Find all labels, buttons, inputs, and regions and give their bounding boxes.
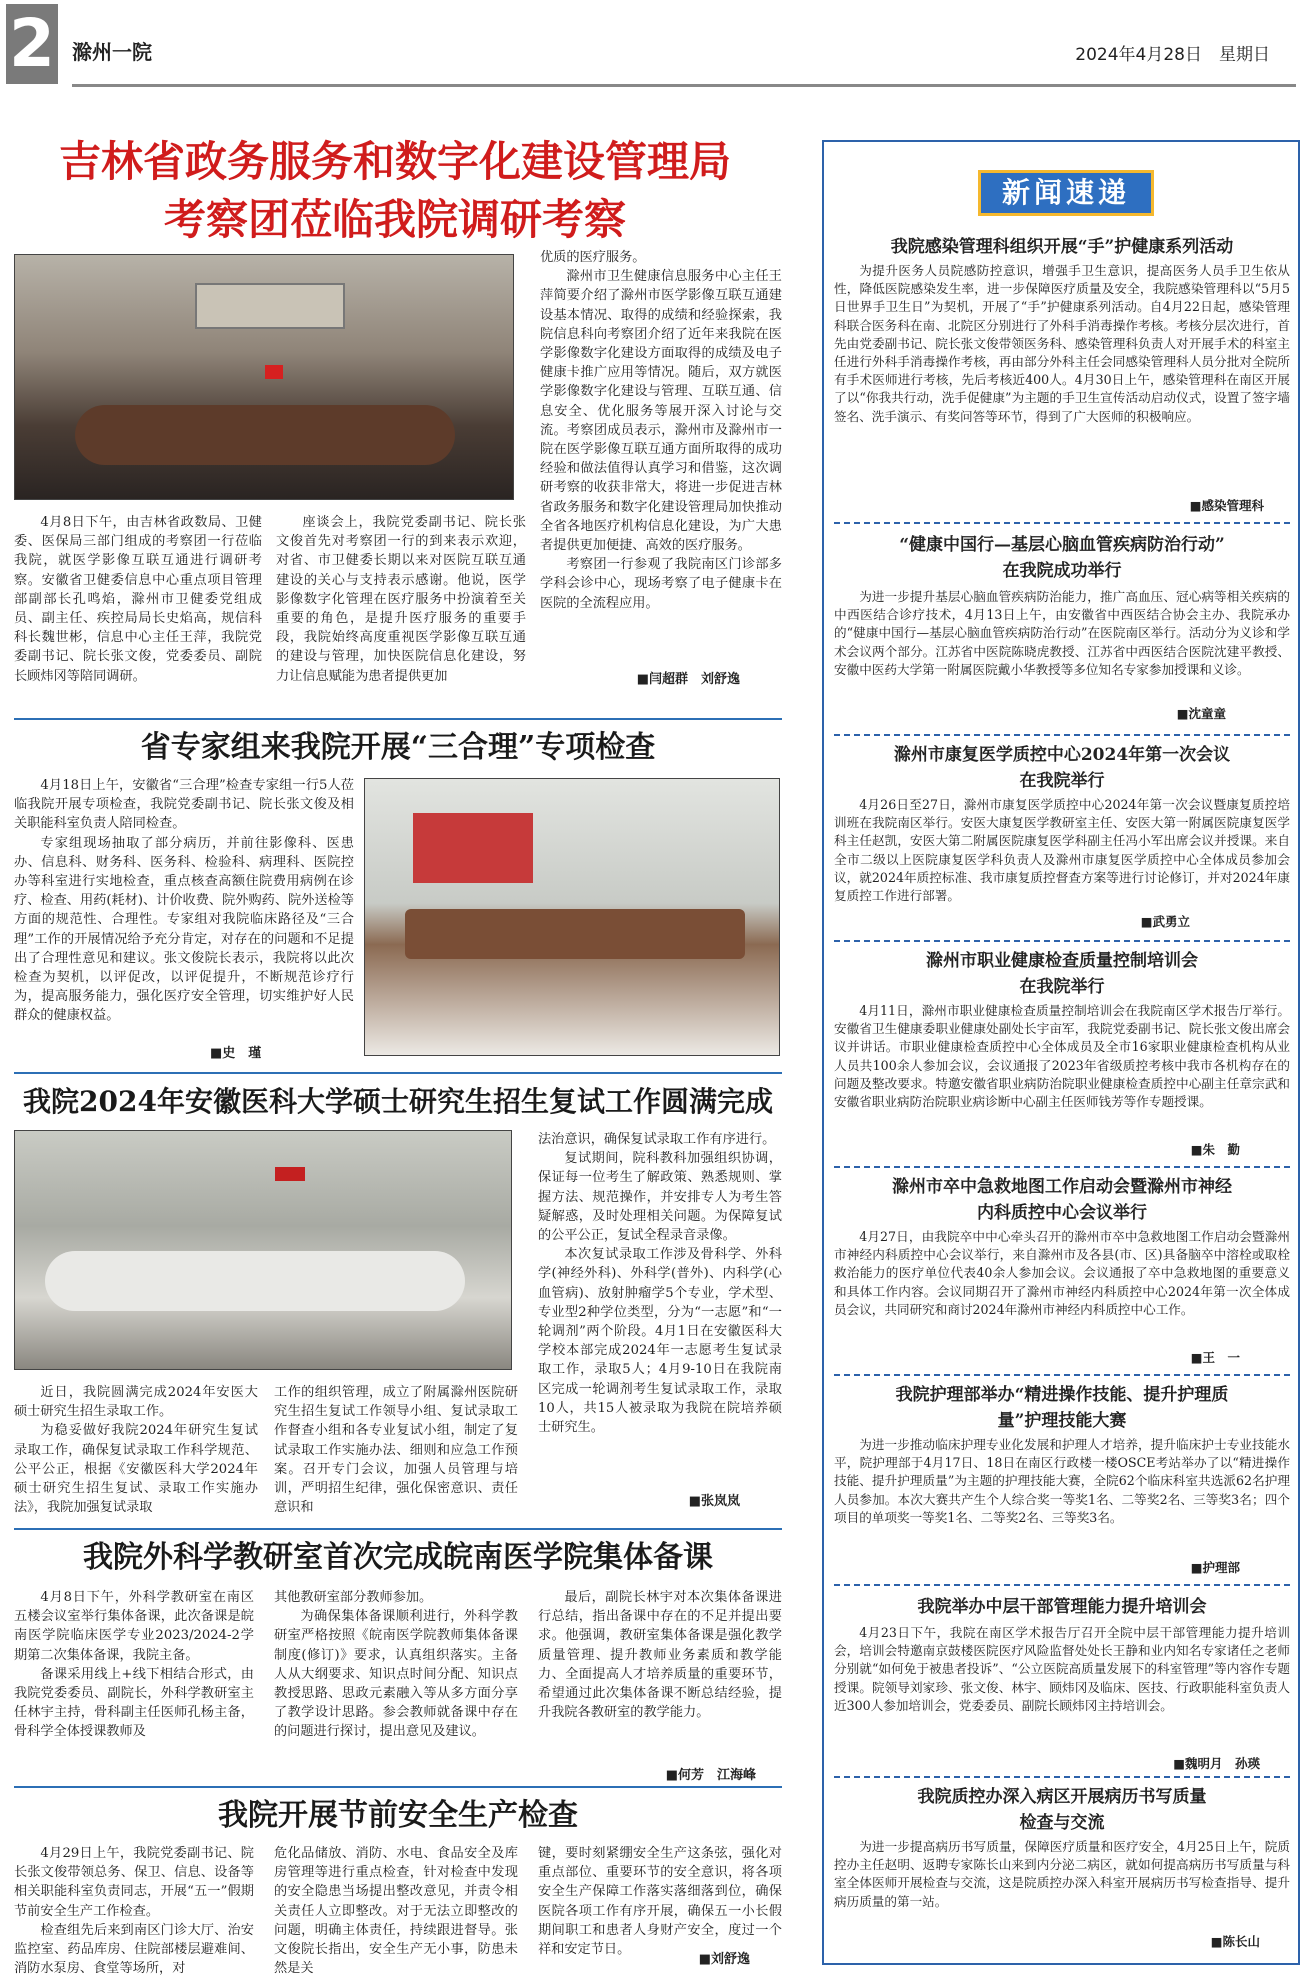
lead-photo-table	[75, 405, 455, 465]
news-item-subtitle: 在我院举行	[1019, 771, 1105, 791]
article3-col2	[274, 1383, 518, 1519]
news-item-text: 为进一步推动临床护理专业化发展和护理人才培养，提升临床护士专业技能水平，院护理部于4月17日、18日在南区行政楼一楼OSCE考站举办了以“精进操作技能、提升护理质量”为主题的护理技能大赛，全院62个临床科室共选派62名护理人员参加。本次大赛共产生个人综合奖一等奖1名、二等奖2名、三等奖3名；四个项目的单项奖一等奖1名、二等奖2名、三等奖3名。	[834, 1437, 1290, 1525]
news-item-signature: ■朱 勤	[1190, 1142, 1240, 1157]
news-item-signature: ■感染管理科	[1189, 498, 1264, 513]
article4-col3	[538, 1588, 782, 1764]
news-item-subtitle: 在我院成功举行	[1002, 561, 1122, 581]
news-item-signature: ■陈长山	[1210, 1934, 1260, 1949]
news-item-subtitle: 内科质控中心会议举行	[977, 1203, 1147, 1223]
article3-title: 我院2024年安徽医科大学硕士研究生招生复试工作圆满完成	[23, 1085, 773, 1118]
news-item-title: 滁州市康复医学质控中心2024年第一次会议	[893, 745, 1231, 765]
article2-p2: 专家组现场抽取了部分病历，并前往影像科、医患办、信息科、财务科、医务科、检验科、病理科、医院控办等科室进行实地检查，重点核查高额住院费用病例在诊疗、检查、用药(耗材)、计价收费、院外购药、院外送检等方面的规范性、合理性。专家组对我院临床路径及“三合理”工作的开展情况给予充分肯定，对存在的问题和不足提出了合理性意见和建议。张文俊院长表示，我院将以此次检查为契机，以评促改，以评促提升，不断规范诊疗行为，提高服务能力，强化医疗安全管理，切实维护好人民群众的健康权益。	[14, 835, 354, 1024]
article5-col3-text: 键，要时刻紧绷安全生产这条弦，强化对重点部位、重要环节的安全意识，将各项安全生产保障工作落实落细落到位，确保医院各项工作有序开展，确保五一小长假期间职工和患者人身财产安全，度过一个祥和安定节日。	[538, 1846, 782, 1958]
news-item-signature: ■护理部	[1190, 1560, 1240, 1575]
article2-p1: 4月18日上午，安徽省“三合理”检查专家组一行5人莅临我院开展专项检查，我院党委副书记、院长张文俊及相关职能科室负责人陪同检查。	[14, 778, 354, 832]
article4-col3-p1: 最后，副院长林宇对本次集体备课进行总结，指出备课中存在的不足并提出要求。他强调，教研室集体备课是强化教学质量管理、提升教师业务素质和教学能力、全面提高人才培养质量的重要环节，希望通过此次集体备课不断总结经验，提升我院各教研室的教学能力。	[538, 1590, 782, 1721]
lead-right-top: 优质的医疗服务。	[540, 250, 646, 265]
divider-4	[14, 1786, 782, 1788]
divider-3	[14, 1528, 782, 1530]
lead-title-line2: 考察团莅临我院调研考察	[163, 195, 626, 244]
paper-name: 滁州一院	[72, 40, 152, 64]
article4-col1-p2: 备课采用线上+线下相结合形式，由我院党委委员、副院长，外科学教研室主任林宇主持，骨科副主任医师孔杨主备，骨科学全体授课教师及	[14, 1666, 254, 1740]
news-item-title: 我院质控办深入病区开展病历书写质量	[917, 1787, 1207, 1807]
article5-col1	[14, 1844, 254, 1977]
news-item-signature: ■沈童童	[1176, 706, 1226, 721]
article3-signature: ■张岚岚	[688, 1494, 740, 1509]
news-divider	[834, 940, 1290, 942]
news-item-text: 为进一步提升基层心脑血管疾病防治能力，推广高血压、冠心病等相关疾病的中西医结合诊疗技术，4月13日上午，由安徽省中西医结合协会主办、我院承办的“健康中国行—基层心脑血管疾病防治行动”在医院南区举行。活动分为义诊和学术会议两个部分。江苏省中医院陈晓虎教授、江苏省中西医结合医院沈建平教授、安徽中医药大学第一附属医院戴小华教授等多位知名专家参加授课和义诊。	[834, 589, 1290, 677]
article3-col3	[538, 1130, 782, 1552]
news-item-title: 我院护理部举办“精进操作技能、提升护理质	[895, 1385, 1229, 1405]
lead-right-p1: 滁州市卫生健康信息服务中心主任王萍简要介绍了滁州市医学影像互联互通建设基本情况、取得的成绩和经验探索，我院信息科向考察团介绍了近年来我院在医学影像数字化建设方面取得的成绩及电子健康卡推广应用等情况。随后，双方就医学影像数字化建设与管理、互联互通、信息安全、优化服务等展开深入讨论与交流。考察团成员表示，滁州市及滁州市一院在医学影像互联互通方面所取得的成功经验和做法值得认真学习和借鉴，这次调研考察的收获非常大，将进一步促进吉林省政务服务和数字化建设管理局加快推动全省各地医疗机构信息化建设，为广大患者提供更加便捷、高效的医疗服务。	[540, 269, 782, 554]
news-badge	[978, 170, 1154, 216]
article5-col1-p1: 4月29日上午，我院党委副书记、院长张文俊带领总务、保卫、信息、设备等相关职能科室负责同志，开展“五一”假期节前安全生产工作检查。	[14, 1846, 254, 1919]
news-item-text: 为提升医务人员院感防控意识，增强手卫生意识，提高医务人员手卫生依从性，降低医院感染发生率，进一步保障医疗质量及安全，我院感染管理科以“5月5日世界手卫生日”为契机，开展了“手”护健康系列活动。自4月22日起，感染管理科联合医务科在南、北院区分别进行了外科手消毒操作考核。考核分层次进行，首先由党委副书记、院长张文俊带领医务科、感染管理科负责人对开展手术的科室主任进行外科手消毒操作考核，再由部分外科主任会同感染管理科人员分批对全院所有手术医师进行考核，先后考核近400人。4月30日上午，感染管理科在南区开展了以“你我共行动，洗手促健康”为主题的手卫生宣传活动启动仪式，设置了签字墙签名、洗手演示、有奖问答等环节，得到了广大医师的积极响应。	[834, 263, 1290, 424]
article5-title: 我院开展节前安全生产检查	[218, 1798, 578, 1833]
news-item-title: 滁州市卒中急救地图工作启动会暨滁州市神经	[892, 1177, 1232, 1197]
lead-right-p2: 考察团一行参观了我院南区门诊部多学科会诊中心，现场考察了电子健康卡在医院的全流程应用。	[540, 557, 782, 611]
news-item-text: 4月26日至27日，滁州市康复医学质控中心2024年第一次会议暨康复质控培训班在我院南区举行。安医大康复医学教研室主任、安医大第一附属医院康复医学科主任赵凯，安医大第二附属医院康复医学科副主任冯小军出席会议并授课。来自全市二级以上医院康复医学科负责人及滁州市康复医学质控中心全体成员参加会议，就2024年质控标准、我市康复质控督查方案等进行讨论修订，并对2024年康复质控工作进行部署。	[834, 797, 1290, 904]
news-item-subtitle: 在我院举行	[1019, 977, 1105, 997]
news-item-body	[834, 796, 1290, 938]
news-item-body	[834, 1436, 1290, 1560]
article3-col3-p1: 法治意识，确保复试录取工作有序进行。	[538, 1132, 776, 1147]
news-item-text: 4月11日，滁州市职业健康检查质量控制培训会在我院南区学术报告厅举行。安徽省卫生健康委职业健康处副处长宇亩军，我院党委副书记、院长张文俊出席会议并讲话。市职业健康检查质控中心全体成员及全市16家职业健康检查机构从业人员共100余人参加会议，会议通报了2023年省级质控考核中我市各机构存在的问题及整改要求。特邀安徽省职业病防治院职业健康检查质控中心副主任章宗武和安徽省职业病防治院职业病诊断中心副主任医师钱芳等作专题授课。	[834, 1003, 1290, 1110]
lead-photo-screen	[195, 283, 345, 329]
lead-photo-flag	[265, 365, 283, 379]
news-item-title: “健康中国行—基层心脑血管疾病防治行动”	[899, 535, 1225, 555]
news-item-body	[834, 1624, 1290, 1770]
lead-photo-meeting	[14, 254, 514, 500]
news-badge-label: 新闻速递	[981, 173, 1151, 213]
lead-title-line1: 吉林省政务服务和数字化建设管理局	[58, 137, 731, 186]
article4-col2-p2: 为确保集体备课顺利进行，外科学教研室严格按照《皖南医学院教师集体备课制度(修订)》要求，认真组织落实。主备人从大纲要求、知识点时间分配、知识点教授思路、思政元素融入等从多方面分享了教学设计思路。参会教师就备课中存在的问题进行探讨，提出意见及建议。	[274, 1609, 518, 1740]
lead-signature: ■闫超群 刘舒逸	[636, 672, 740, 687]
news-item-text: 4月27日，由我院卒中中心牵头召开的滁州市卒中急救地图工作启动会暨滁州市神经内科质控中心会议举行，来自滁州市及各县(市、区)具备脑卒中溶栓或取栓救治能力的医疗单位代表40余人参加会议。会议通报了卒中急救地图的重要意义和具体工作内容。会议同期召开了滁州市神经内科质控中心2024年第一次全体成员会议，共同研究和商讨2024年滁州市神经内科质控中心工作。	[834, 1229, 1290, 1317]
news-item-subtitle: 检查与交流	[1019, 1813, 1105, 1833]
article3-col1-p1: 近日，我院圆满完成2024年安医大硕士研究生招生录取工作。	[14, 1385, 258, 1420]
lead-right-column	[540, 248, 782, 722]
article4-col1	[14, 1588, 254, 1784]
header-rule	[72, 84, 1296, 87]
article3-col1-p2: 为稳妥做好我院2024年研究生复试录取工作，确保复试录取工作科学规范、公平公正，根据《安徽医科大学2024年硕士研究生招生复试、录取工作实施办法》，我院加强复试录取	[14, 1423, 258, 1516]
divider-2	[14, 1072, 782, 1074]
article2-photo-screen	[413, 813, 533, 883]
article3-col3-p2: 复试期间，院科教科加强组织协调，保证每一位考生了解政策、熟悉规则、掌握方法、规范操作，并安排专人为考生答疑解惑，及时处理相关问题。为保障复试的公平公正，复试全程录音录像。	[538, 1151, 782, 1244]
news-divider	[834, 1374, 1290, 1376]
article4-col2	[274, 1588, 518, 1784]
issue-date: 2024年4月28日 星期日	[1075, 45, 1270, 65]
article4-col1-p1: 4月8日下午，外科学教研室在南区五楼会议室举行集体备课，此次备课是皖南医学院临床医学专业2023/2024-2学期第二次集体备课，我院主备。	[14, 1590, 254, 1663]
article3-col1	[14, 1383, 258, 1519]
news-item-signature: ■武勇立	[1140, 914, 1190, 929]
article4-title: 我院外科学教研室首次完成皖南医学院集体备课	[83, 1540, 713, 1575]
article2-title: 省专家组来我院开展“三合理”专项检查	[140, 730, 656, 765]
divider-1	[14, 718, 782, 720]
news-divider	[834, 1584, 1290, 1586]
lead-col1-text: 4月8日下午，由吉林省政数局、卫健委、医保局三部门组成的考察团一行莅临我院，就医学影像互联互通进行调研考察。安徽省卫健委信息中心重点项目管理部副部长孔鸣焰，滁州市卫健委党组成员、副主任、疾控局局长史焰高，规信科科长魏世彬，信息中心主任王萍，我院党委副书记、院长张文俊，党委委员、副院长顾炜冈等陪同调研。	[14, 515, 262, 684]
article2-photo-meeting	[364, 778, 780, 1056]
article3-photo-sign	[275, 1167, 305, 1181]
article5-signature: ■刘舒逸	[698, 1952, 750, 1967]
article2-text	[14, 776, 354, 1058]
article5-col2	[274, 1844, 518, 1977]
news-item-subtitle: 量”护理技能大赛	[997, 1411, 1127, 1431]
news-divider	[834, 1776, 1290, 1778]
article3-col3-p3: 本次复试录取工作涉及骨科学、外科学(神经外科)、外科学(普外)、内科学(心血管病)、放射肿瘤学5个专业，学术型、专业型2种学位类型，分为“一志愿”和“一轮调剂”两个阶段。4月1日在安徽医科大学校本部完成2024年一志愿考生复试录取工作，录取5人；4月9-10日在我院南区完成一轮调剂考生复试录取工作，录取10人，共15人被录取为我院在院培养硕士研究生。	[538, 1247, 782, 1436]
news-item-title: 滁州市职业健康检查质量控制培训会	[926, 951, 1198, 971]
news-item-body	[834, 1838, 1290, 1932]
article2-photo-table	[405, 909, 745, 959]
news-divider	[834, 734, 1290, 736]
article4-signature: ■何芳 江海峰	[665, 1768, 756, 1783]
lead-col2-text: 座谈会上，我院党委副书记、院长张文俊首先对考察团一行的到来表示欢迎，对省、市卫健委长期以来对医院互联互通建设的关心与支持表示感谢。他说，医学影像数字化管理在医疗服务中扮演着至关重要的角色，是提升医疗服务的重要手段，我院始终高度重视医学影像互联互通的建设与管理，加快医院信息化建设，努力让信息赋能为患者提供更加	[276, 515, 526, 684]
article5-col3	[538, 1844, 782, 1958]
news-item-text: 为进一步提高病历书写质量，保障医疗质量和医疗安全，4月25日上午，院质控办主任赵明、返聘专家陈长山来到内分泌二病区，就如何提高病历书写质量与科室全体医师开展检查与交流，这是院质控办深入科室开展病历书写检查指导、提升病历质量的第一站。	[834, 1839, 1290, 1909]
news-item-title: 我院感染管理科组织开展“手”护健康系列活动	[890, 237, 1234, 257]
news-divider	[834, 1166, 1290, 1168]
news-item-body	[834, 262, 1290, 498]
lead-col2	[276, 513, 526, 709]
article3-col2-text: 工作的组织管理，成立了附属滁州医院研究生招生复试工作领导小组、复试录取工作督查小组和各专业复试小组，制定了复试录取工作实施办法、细则和应急工作预案。召开专门会议，加强人员管理与培训，严明招生纪律，强化保密意识、责任意识和	[274, 1385, 518, 1516]
article3-photo-meeting	[14, 1130, 512, 1370]
article2-signature: ■史 瑾	[210, 1046, 262, 1061]
news-divider	[834, 522, 1290, 524]
news-item-signature: ■王 一	[1190, 1350, 1240, 1365]
article5-col1-p2: 检查组先后来到南区门诊大厅、治安监控室、药品库房、住院部楼层避难间、消防水泵房、食堂等场所，对	[14, 1922, 254, 1977]
article3-photo-table	[45, 1251, 465, 1311]
article4-col2-p1: 其他教研室部分教师参加。	[274, 1590, 433, 1605]
news-item-text: 4月23日下午，我院在南区学术报告厅召开全院中层干部管理能力提升培训会，培训会特邀南京鼓楼医院医疗风险监督处处长王静和业内知名专家诸任之老师分别就“如何免于被患者投诉”、“公立医院高质量发展下的科室管理”等内容作专题授课。院领导刘家珍、张文俊、林宇、顾炜冈及临床、医技、行政职能科室负责人近300人参加培训会，党委委员、副院长顾炜冈主持培训会。	[834, 1625, 1290, 1713]
page-number: 2	[6, 4, 58, 84]
article5-col2-text: 危化品储放、消防、水电、食品安全及库房管理等进行重点检查，针对检查中发现的安全隐患当场提出整改意见，并责令相关责任人立即整改。对于无法立即整改的问题，明确主体责任，持续跟进督导。张文俊院长指出，安全生产无小事，防患未然是关	[274, 1846, 518, 1977]
news-item-signature: ■魏明月 孙瑛	[1173, 1756, 1260, 1771]
lead-col1	[14, 513, 262, 709]
news-item-title: 我院举办中层干部管理能力提升培训会	[917, 1597, 1207, 1617]
